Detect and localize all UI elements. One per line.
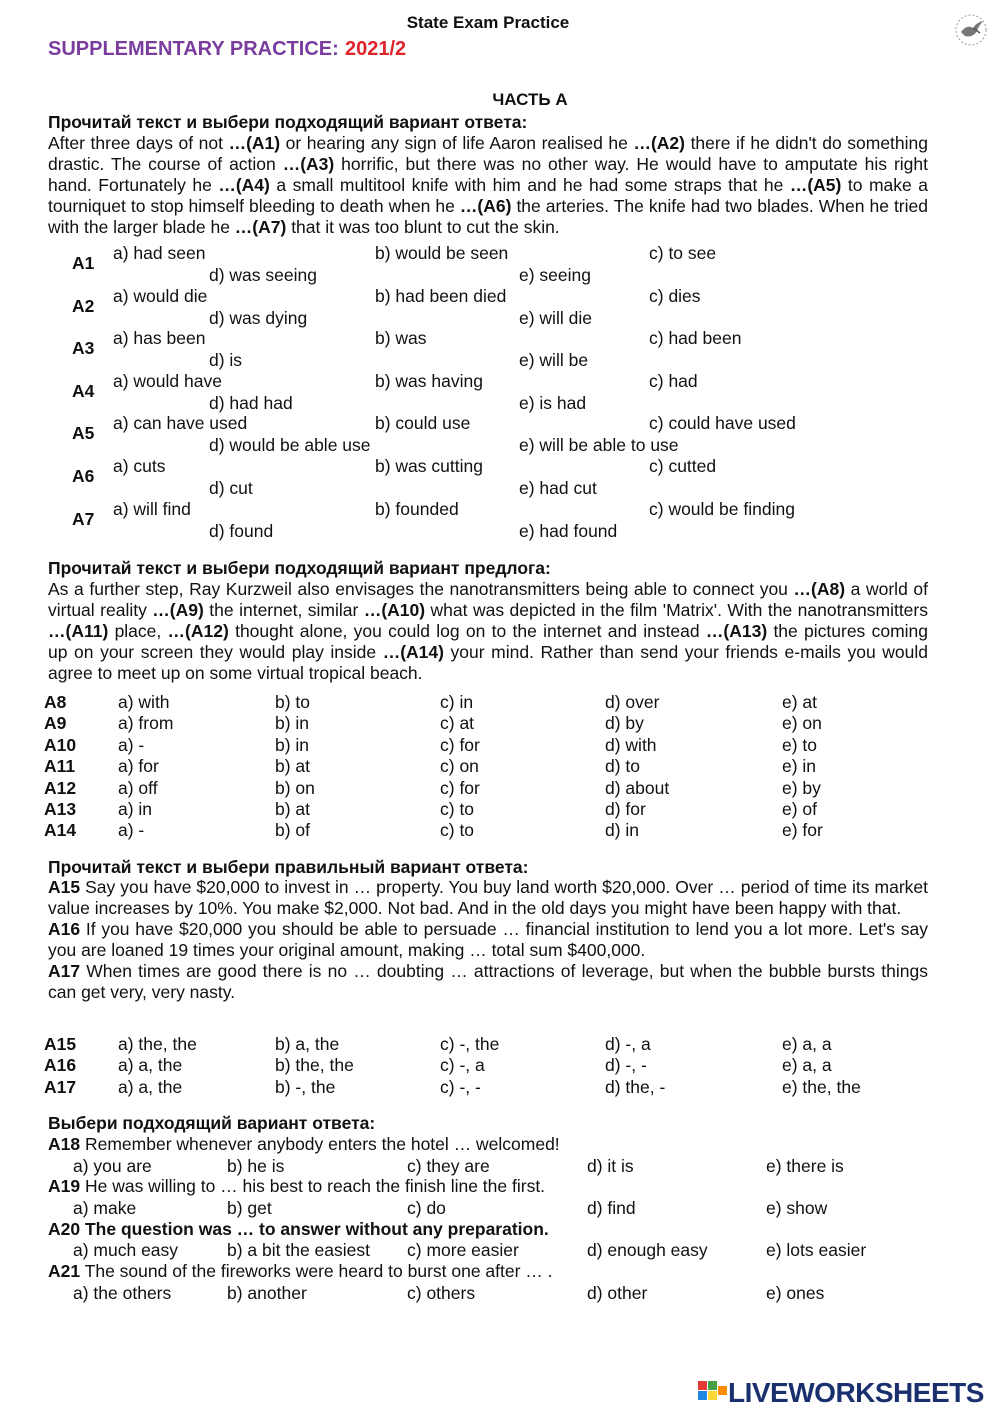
answer-option[interactable]: c) more easier <box>407 1240 519 1261</box>
text-run: horrific, but there was no other way. He would have to amputate his right hand. Fortunately he <box>48 154 929 195</box>
answer-option[interactable]: d) -, - <box>605 1055 647 1076</box>
answer-option[interactable]: e) will die <box>519 307 592 328</box>
question-row <box>44 735 944 756</box>
answer-option[interactable]: e) in <box>782 756 817 777</box>
question-text <box>48 1176 948 1197</box>
answer-option[interactable]: c) to see <box>649 243 717 263</box>
answer-option[interactable]: d) -, a <box>605 1034 651 1054</box>
part-title: ЧАСТЬ А <box>492 90 568 109</box>
answer-option[interactable]: b) he is <box>227 1155 285 1176</box>
answer-option[interactable]: a) much easy <box>73 1240 179 1261</box>
text-run: the internet, similar <box>203 600 364 620</box>
answer-option[interactable]: c) others <box>407 1282 476 1303</box>
answer-option[interactable]: a) the, the <box>118 1034 197 1054</box>
section1-heading: Прочитай текст и выбери подходящий вариант ответа: <box>48 112 528 132</box>
answer-option[interactable]: d) is <box>209 350 243 371</box>
question-ref: …(A12) <box>167 621 229 641</box>
answer-option[interactable]: c) -, - <box>440 1076 481 1097</box>
question-number: A15 <box>44 1034 77 1054</box>
question-ref: …(A7) <box>234 217 287 237</box>
question-row <box>44 778 944 799</box>
answer-option[interactable]: e) by <box>782 777 821 798</box>
answer-option[interactable]: c) had been <box>649 328 742 349</box>
answer-option[interactable]: e) show <box>766 1197 828 1218</box>
answer-option[interactable]: a) cuts <box>113 456 166 476</box>
answer-option[interactable]: b) in <box>275 734 310 755</box>
answer-option[interactable]: e) a, a <box>782 1034 832 1054</box>
question-number: A2 <box>72 295 95 316</box>
section4-heading: Выбери подходящий вариант ответа: <box>48 1113 376 1133</box>
question-ref: …(A1) <box>228 133 281 153</box>
answer-option[interactable]: b) at <box>275 756 311 777</box>
answer-option[interactable]: d) for <box>605 799 646 819</box>
answer-option[interactable]: b) at <box>275 799 311 819</box>
answer-option[interactable]: a) will find <box>113 498 191 519</box>
question-row <box>44 692 944 713</box>
question-stem: The sound of the fireworks were heard to burst one after … . <box>80 1261 553 1282</box>
answer-option[interactable]: a) make <box>73 1197 137 1218</box>
answer-option[interactable]: a) with <box>118 692 170 712</box>
liveworksheets-logo-icon <box>698 1378 994 1408</box>
supplementary-label: SUPPLEMENTARY PRACTICE: <box>48 38 339 60</box>
question-row <box>48 499 948 541</box>
answer-option[interactable]: b) was having <box>375 370 483 391</box>
answer-option[interactable]: c) cutted <box>649 456 717 476</box>
answer-option[interactable]: d) was dying <box>209 307 308 328</box>
answer-option[interactable]: d) by <box>605 713 644 734</box>
question-row <box>44 1077 944 1098</box>
text-run: a small multitool knife with him and he had some straps that he <box>269 175 790 195</box>
answer-option[interactable]: a) off <box>118 777 158 798</box>
question-text <box>48 961 928 1003</box>
text-run: what was depicted in the film 'Matrix'. With the nanotransmitters <box>425 600 928 620</box>
answer-option[interactable]: c) dies <box>649 285 701 306</box>
answer-option[interactable]: e) there is <box>766 1155 844 1176</box>
text-run: After three days of not <box>48 133 229 153</box>
answer-option[interactable]: a) would die <box>113 285 208 306</box>
answer-option[interactable]: d) to <box>605 756 641 777</box>
question-ref: …(A4) <box>218 175 270 195</box>
text-run: a world of virtual reality <box>48 579 928 620</box>
answer-option[interactable]: d) enough easy <box>587 1240 708 1261</box>
answer-row <box>48 1240 948 1261</box>
answer-option[interactable]: b) would be seen <box>375 243 509 263</box>
section1-text <box>48 133 928 238</box>
answer-option[interactable]: c) could have used <box>649 413 796 434</box>
answer-option[interactable]: d) it is <box>587 1155 634 1176</box>
answer-option[interactable]: c) for <box>440 777 480 798</box>
answer-option[interactable]: d) was seeing <box>209 265 317 285</box>
question-text <box>48 877 928 919</box>
text-run: If you have $20,000 you should be able to persuade … financial institution to lend you a lot more. Let's say you are loaned 19 times your original amount, making … total sum $400,000. <box>48 919 928 960</box>
question-text <box>48 919 928 961</box>
answer-option[interactable]: d) would be able use <box>209 435 371 456</box>
answer-option[interactable]: d) over <box>605 692 660 712</box>
question-stem: Remember whenever anybody enters the hotel … welcomed! <box>80 1134 560 1154</box>
question-number: A10 <box>44 734 77 755</box>
text-run: the arteries. The knife had two blades. When he tried with the larger blade he <box>48 196 928 237</box>
question-text <box>48 1261 948 1282</box>
question-ref: …(A14) <box>382 642 444 662</box>
answer-option[interactable]: e) will be <box>519 350 589 371</box>
answer-option[interactable]: e) had found <box>519 520 618 541</box>
section2-text <box>48 579 928 684</box>
answer-option[interactable]: b) -, the <box>275 1076 336 1097</box>
answer-option[interactable]: e) on <box>782 713 822 734</box>
question-ref: …(A3) <box>282 154 335 174</box>
answer-option[interactable]: b) to <box>275 692 311 712</box>
text-run: place, <box>108 621 168 641</box>
question-row <box>44 756 944 777</box>
answer-option[interactable]: e) ones <box>766 1282 825 1303</box>
header-title: State Exam Practice <box>406 13 570 32</box>
answer-option[interactable]: b) a bit the easiest <box>227 1240 370 1261</box>
question-number: A11 <box>44 756 76 777</box>
question-number: A13 <box>44 799 77 819</box>
answer-option[interactable]: c) to <box>440 799 475 819</box>
answer-option[interactable]: b) had been died <box>375 285 507 306</box>
text-run: that it was too blunt to cut the skin. <box>286 217 560 237</box>
answer-row <box>48 1198 948 1219</box>
question-ref: …(A2) <box>633 133 685 153</box>
answer-option[interactable]: a) a, the <box>118 1076 183 1097</box>
answer-option[interactable]: e) for <box>782 820 823 841</box>
answer-option[interactable]: a) a, the <box>118 1055 183 1076</box>
section3-text <box>48 877 928 1003</box>
question-row <box>48 456 948 498</box>
question-ref: A15 <box>48 877 81 897</box>
answer-option[interactable]: e) to <box>782 734 818 755</box>
question-ref: …(A5) <box>789 175 842 195</box>
answer-option[interactable]: c) to <box>440 820 475 841</box>
answer-option[interactable]: b) get <box>227 1197 272 1218</box>
answer-option[interactable]: c) -, a <box>440 1055 485 1076</box>
question-ref: …(A6) <box>459 196 512 216</box>
answer-option[interactable]: b) was cutting <box>375 456 483 476</box>
answer-option[interactable]: b) could use <box>375 413 471 434</box>
answer-option[interactable]: b) was <box>375 328 427 349</box>
answer-option[interactable]: e) at <box>782 692 818 712</box>
answer-option[interactable]: c) on <box>440 756 479 777</box>
question-number: A18 <box>48 1134 81 1154</box>
answer-option[interactable]: a) - <box>118 820 145 841</box>
text-run: there if he didn't do something drastic. The course of action <box>48 133 928 174</box>
answer-option[interactable]: a) can have used <box>113 413 248 434</box>
section3-heading: Прочитай текст и выбери правильный вариант ответа: <box>48 857 529 877</box>
answer-option[interactable]: c) they are <box>407 1155 490 1176</box>
answer-option[interactable]: e) the, the <box>782 1076 861 1097</box>
question-text <box>48 1134 948 1155</box>
answer-option[interactable]: c) -, the <box>440 1034 500 1054</box>
question-number: A19 <box>48 1176 81 1197</box>
answer-option[interactable]: c) had <box>649 370 698 391</box>
text-run: When times are good there is no … doubting … attractions of leverage, but when the bubble bursts things can get very, very nasty. <box>48 961 928 1002</box>
answer-option[interactable]: c) in <box>440 692 474 712</box>
question-ref: …(A11) <box>48 621 109 641</box>
answer-option[interactable]: a) you are <box>73 1155 152 1176</box>
question-number: A21 <box>48 1261 81 1282</box>
answer-option[interactable]: b) on <box>275 777 315 798</box>
question-ref: A17 <box>48 961 81 981</box>
answer-option[interactable]: a) has been <box>113 328 206 349</box>
question-ref: A16 <box>48 919 81 939</box>
answer-option[interactable]: d) the, - <box>605 1076 666 1097</box>
answer-option[interactable]: e) will be able to use <box>519 435 679 456</box>
question-row <box>44 820 944 841</box>
question-stem: The question was … to answer without any preparation. <box>80 1218 549 1239</box>
answer-option[interactable]: d) found <box>209 520 274 541</box>
text-run: or hearing any sign of life Aaron realised he <box>280 133 634 153</box>
answer-row <box>48 1156 948 1177</box>
text-run: As a further step, Ray Kurzweil also envisages the nanotransmitters being able to connect you <box>48 579 794 599</box>
question-stem: He was willing to … his best to reach the finish line the first. <box>80 1176 546 1197</box>
text-run: Say you have $20,000 to invest in … property. You buy land worth $20,000. Over … period of time its market value increases by 10%. You make $2,000. Not bad. And in the old days you might have been happy with that. <box>48 877 928 918</box>
answer-option[interactable]: e) is had <box>519 392 587 413</box>
question-number: A3 <box>72 338 95 359</box>
answer-option[interactable]: b) of <box>275 820 311 841</box>
question-number: A16 <box>44 1055 77 1076</box>
answer-option[interactable]: d) in <box>605 820 640 841</box>
answer-option[interactable]: a) would have <box>113 370 222 391</box>
question-row <box>44 799 944 820</box>
section2-heading: Прочитай текст и выбери подходящий вариант предлога: <box>48 558 551 578</box>
answer-option[interactable]: b) the, the <box>275 1055 354 1076</box>
answer-option[interactable]: d) with <box>605 734 657 755</box>
question-ref: …(A9) <box>152 600 204 620</box>
question-row <box>48 243 948 285</box>
answer-option[interactable]: a) - <box>118 734 145 755</box>
question-number: A12 <box>44 777 77 798</box>
footer-brand: LIVEWORKSHEETS <box>728 1377 984 1408</box>
answer-option[interactable]: d) cut <box>209 478 253 498</box>
question-number: A5 <box>72 423 95 444</box>
question-row <box>44 1034 944 1055</box>
answer-option[interactable]: b) a, the <box>275 1034 340 1054</box>
question-number: A20 <box>48 1218 81 1239</box>
bird-logo-icon <box>953 12 989 48</box>
question-ref: …(A13) <box>705 621 768 641</box>
question-row <box>44 713 944 734</box>
answer-option[interactable]: d) other <box>587 1282 648 1303</box>
question-number: A4 <box>72 380 95 401</box>
question-row <box>48 413 948 455</box>
question-text <box>48 1219 948 1240</box>
year-label: 2021/2 <box>345 38 407 60</box>
question-number: A8 <box>44 692 67 712</box>
answer-option[interactable]: d) about <box>605 777 670 798</box>
question-ref: …(A8) <box>793 579 846 599</box>
answer-option[interactable]: d) had had <box>209 392 293 413</box>
answer-option[interactable]: e) lots easier <box>766 1240 867 1261</box>
question-number: A9 <box>44 713 67 734</box>
answer-option[interactable]: e) had cut <box>519 478 597 498</box>
question-number: A17 <box>44 1076 77 1097</box>
question-ref: …(A10) <box>363 600 426 620</box>
answer-option[interactable]: c) at <box>440 713 475 734</box>
answer-option[interactable]: a) the others <box>73 1282 172 1303</box>
question-number: A14 <box>44 820 77 841</box>
question-number: A7 <box>72 508 95 529</box>
answer-option[interactable]: c) would be finding <box>649 498 795 519</box>
text-run: thought alone, you could log on to the internet and instead <box>228 621 706 641</box>
text-run: the pictures coming up on your screen they would play inside <box>48 621 928 662</box>
answer-option[interactable]: c) for <box>440 734 480 755</box>
question-row <box>44 1055 944 1076</box>
question-row <box>48 371 948 413</box>
answer-option[interactable]: b) founded <box>375 498 459 519</box>
answer-option[interactable]: a) had seen <box>113 243 206 263</box>
question-number: A6 <box>72 466 95 486</box>
answer-option[interactable]: e) of <box>782 799 818 819</box>
answer-option[interactable]: b) in <box>275 713 310 734</box>
answer-option[interactable]: a) in <box>118 799 153 819</box>
answer-option[interactable]: d) find <box>587 1197 636 1218</box>
answer-option[interactable]: e) seeing <box>519 265 591 285</box>
question-row <box>48 328 948 370</box>
answer-option[interactable]: e) a, a <box>782 1055 832 1076</box>
answer-option[interactable]: c) do <box>407 1197 446 1218</box>
text-run: your mind. Rather than send your friends e-mails you would agree to meet up on some virtual tropical beach. <box>48 642 928 683</box>
answer-option[interactable]: b) another <box>227 1282 307 1303</box>
answer-option[interactable]: a) for <box>118 756 159 777</box>
answer-row <box>48 1283 948 1304</box>
question-number: A1 <box>72 253 95 273</box>
text-run: to make a tourniquet to stop himself bleeding to death when he <box>48 175 928 216</box>
answer-option[interactable]: a) from <box>118 713 174 734</box>
question-row <box>48 286 948 328</box>
